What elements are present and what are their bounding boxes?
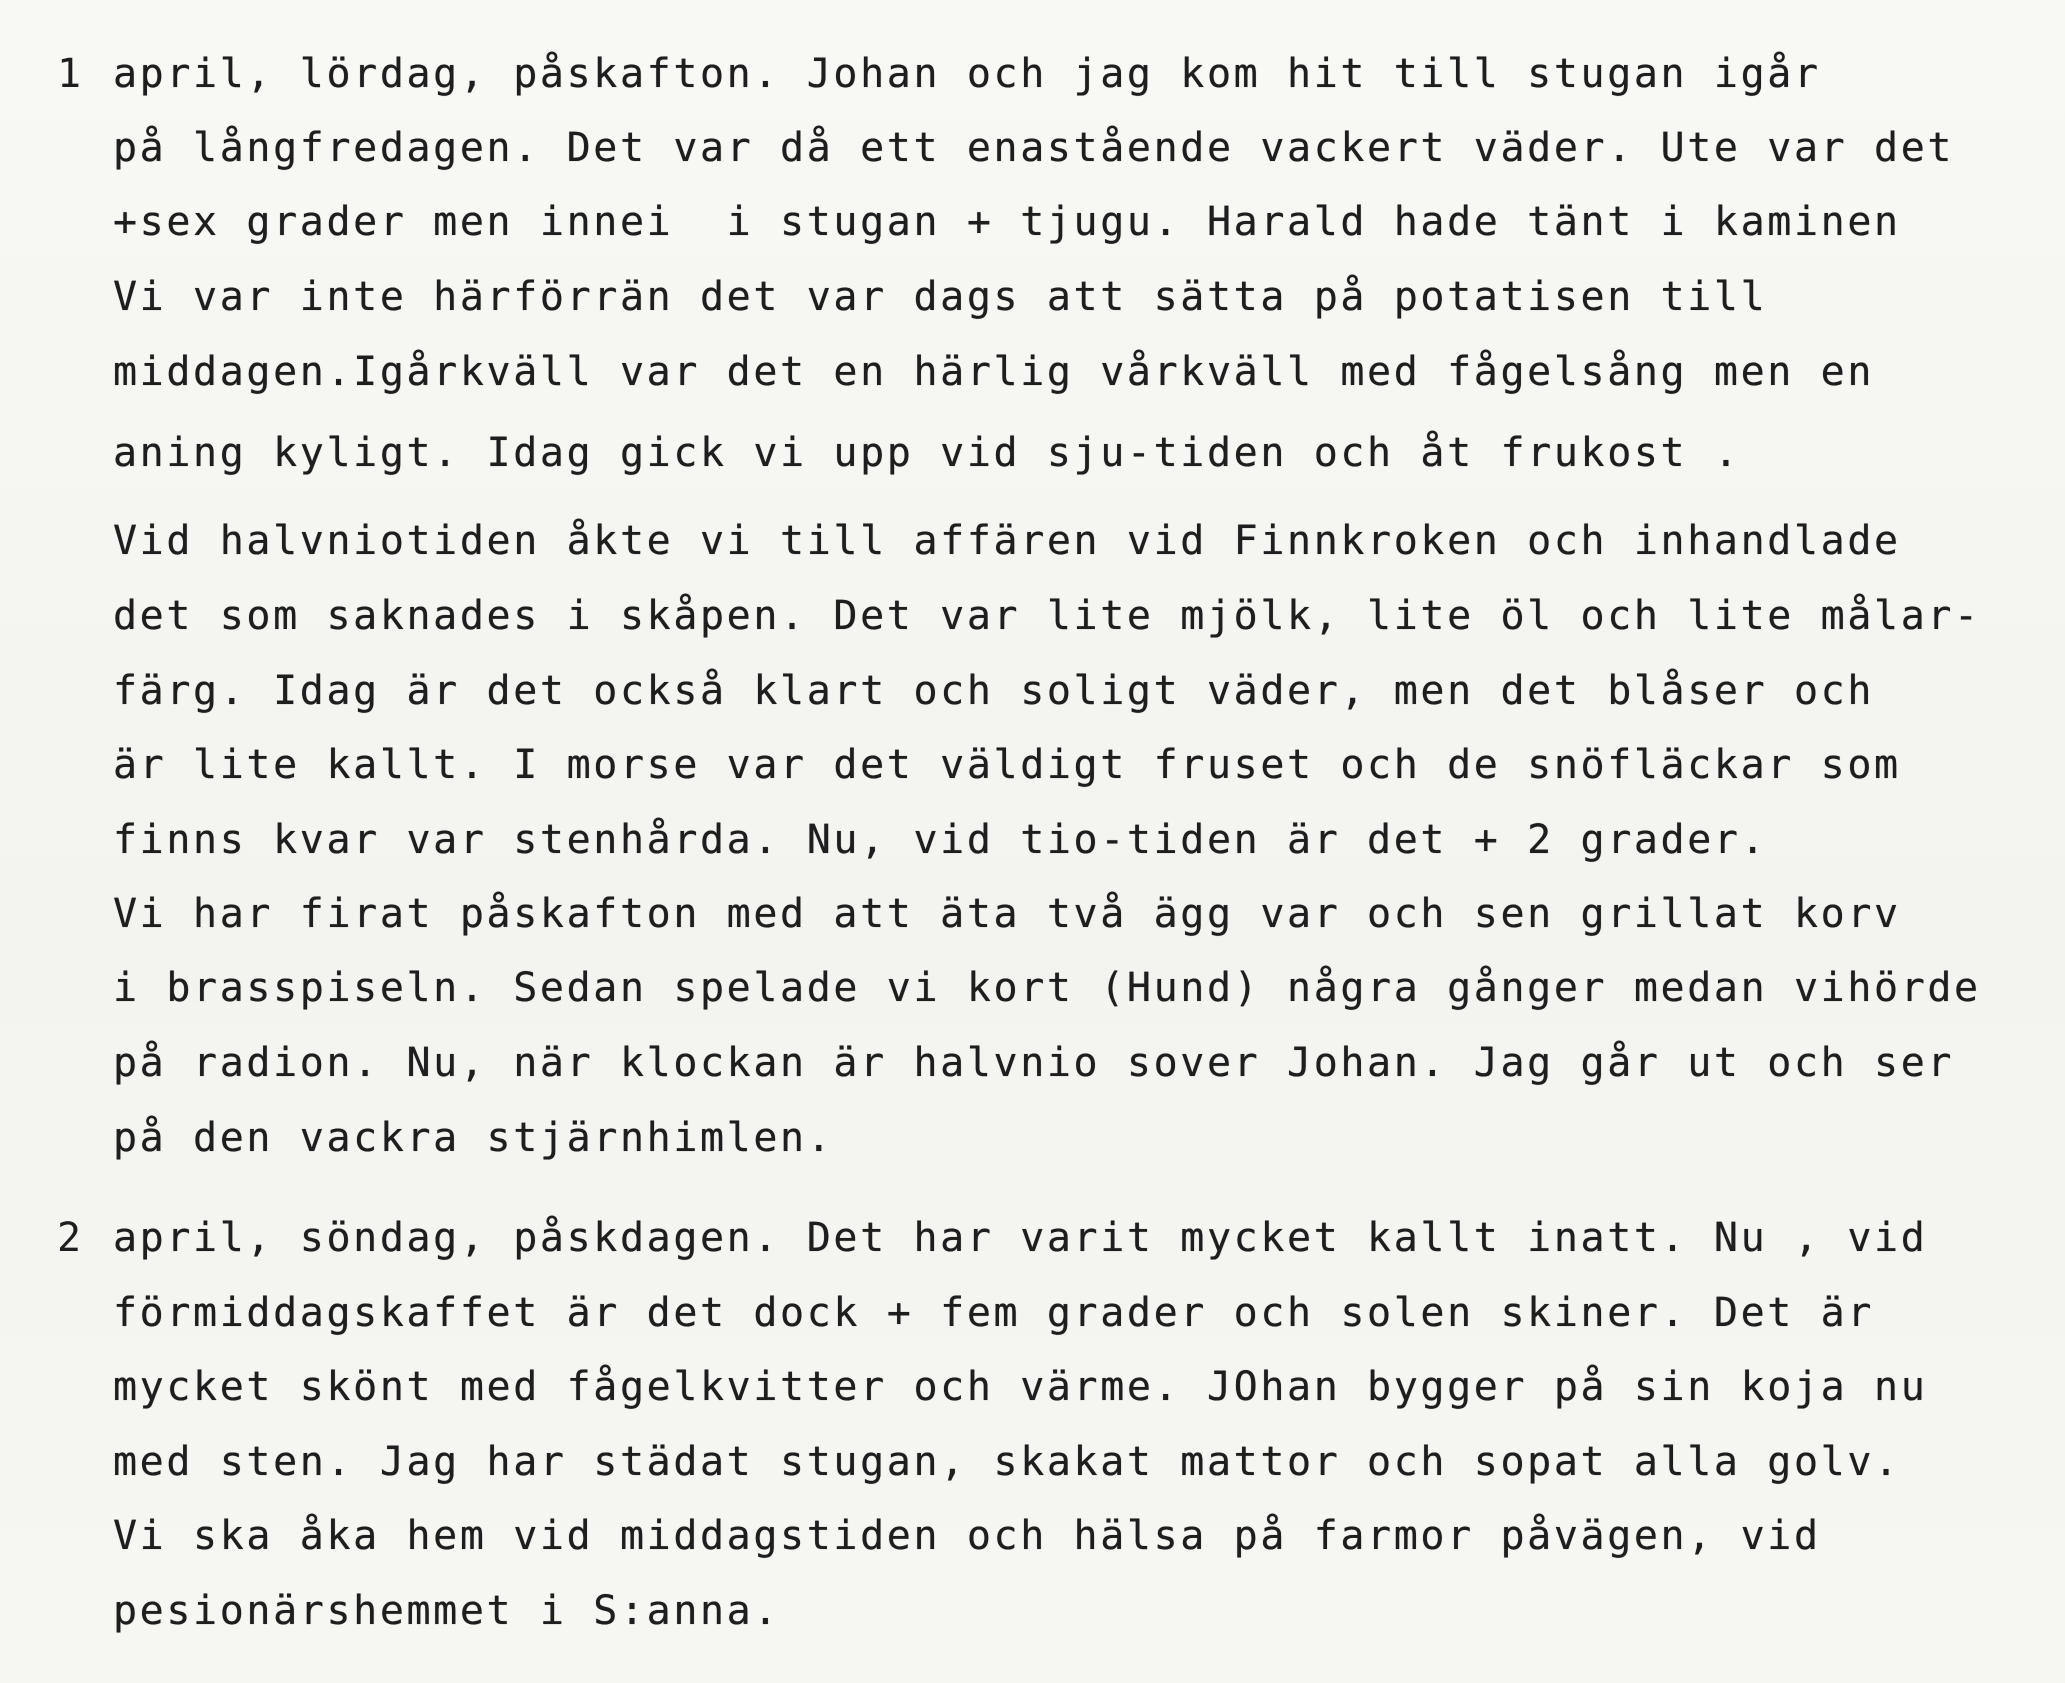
- entry-text-line: +sex grader men innei i stugan + tjugu. Harald hade tänt i kaminen: [113, 199, 1901, 245]
- entry-text-line: april, söndag, påskdagen. Det har varit mycket kallt inatt. Nu , vid: [113, 1215, 1928, 1261]
- text-line: [0, 810, 2065, 870]
- entry-text-line: är lite kallt. I morse var det väldigt fruset och de snöfläckar som: [113, 742, 1901, 788]
- entry-number: 2: [57, 1215, 84, 1261]
- entry-text-line: det som saknades i skåpen. Det var lite mjölk, lite öl och lite målar-: [113, 593, 1981, 639]
- entry-number: 1: [57, 51, 84, 97]
- text-line: [0, 44, 2065, 104]
- text-line: [0, 423, 2065, 483]
- text-line: [0, 1283, 2065, 1343]
- entry-text-line: i brasspiseln. Sedan spelade vi kort (Hund) några gånger medan vihörde: [113, 965, 1981, 1011]
- entry-text-line: pesionärshemmet i S:anna.: [113, 1588, 781, 1634]
- entry-text-line: mycket skönt med fågelkvitter och värme. JOhan bygger på sin koja nu: [113, 1364, 1928, 1410]
- entry-text-line: på radion. Nu, när klockan är halvnio sover Johan. Jag går ut och ser: [113, 1040, 1955, 1086]
- entry-text-line: middagen.Igårkväll var det en härlig vårkväll med fågelsång men en: [113, 349, 1875, 395]
- text-line: [0, 1208, 2065, 1268]
- text-line: [0, 1033, 2065, 1093]
- text-line: [0, 1581, 2065, 1641]
- text-line: [0, 735, 2065, 795]
- text-line: [0, 884, 2065, 944]
- entry-text-line: april, lördag, påskafton. Johan och jag kom hit till stugan igår: [113, 51, 1821, 97]
- entry-text-line: Vid halvniotiden åkte vi till affären vid Finnkroken och inhandlade: [113, 518, 1901, 564]
- entry-text-line: aning kyligt. Idag gick vi upp vid sju-tiden och åt frukost .: [113, 430, 1741, 476]
- entry-text-line: med sten. Jag har städat stugan, skakat mattor och sopat alla golv.: [113, 1439, 1901, 1485]
- text-line: [0, 511, 2065, 571]
- text-line: [0, 1432, 2065, 1492]
- entry-text-line: färg. Idag är det också klart och soligt väder, men det blåser och: [113, 668, 1875, 714]
- text-line: [0, 661, 2065, 721]
- entry-text-line: förmiddagskaffet är det dock + fem grader och solen skiner. Det är: [113, 1290, 1875, 1336]
- text-line: [0, 192, 2065, 252]
- entry-text-line: Vi ska åka hem vid middagstiden och hälsa på farmor påvägen, vid: [113, 1513, 1821, 1559]
- text-line: [0, 118, 2065, 178]
- text-line: [0, 586, 2065, 646]
- entry-text-line: på långfredagen. Det var då ett enastående vackert väder. Ute var det: [113, 125, 1955, 171]
- entry-text-line: Vi var inte härförrän det var dags att sätta på potatisen till: [113, 274, 1768, 320]
- entry-text-line: Vi har firat påskafton med att äta två ägg var och sen grillat korv: [113, 891, 1901, 937]
- text-line: [0, 1108, 2065, 1168]
- text-line: [0, 1357, 2065, 1417]
- text-line: [0, 1506, 2065, 1566]
- text-line: [0, 267, 2065, 327]
- entry-text-line: på den vackra stjärnhimlen.: [113, 1115, 834, 1161]
- text-line: [0, 342, 2065, 402]
- text-line: [0, 958, 2065, 1018]
- entry-text-line: finns kvar var stenhårda. Nu, vid tio-tiden är det + 2 grader.: [113, 817, 1768, 863]
